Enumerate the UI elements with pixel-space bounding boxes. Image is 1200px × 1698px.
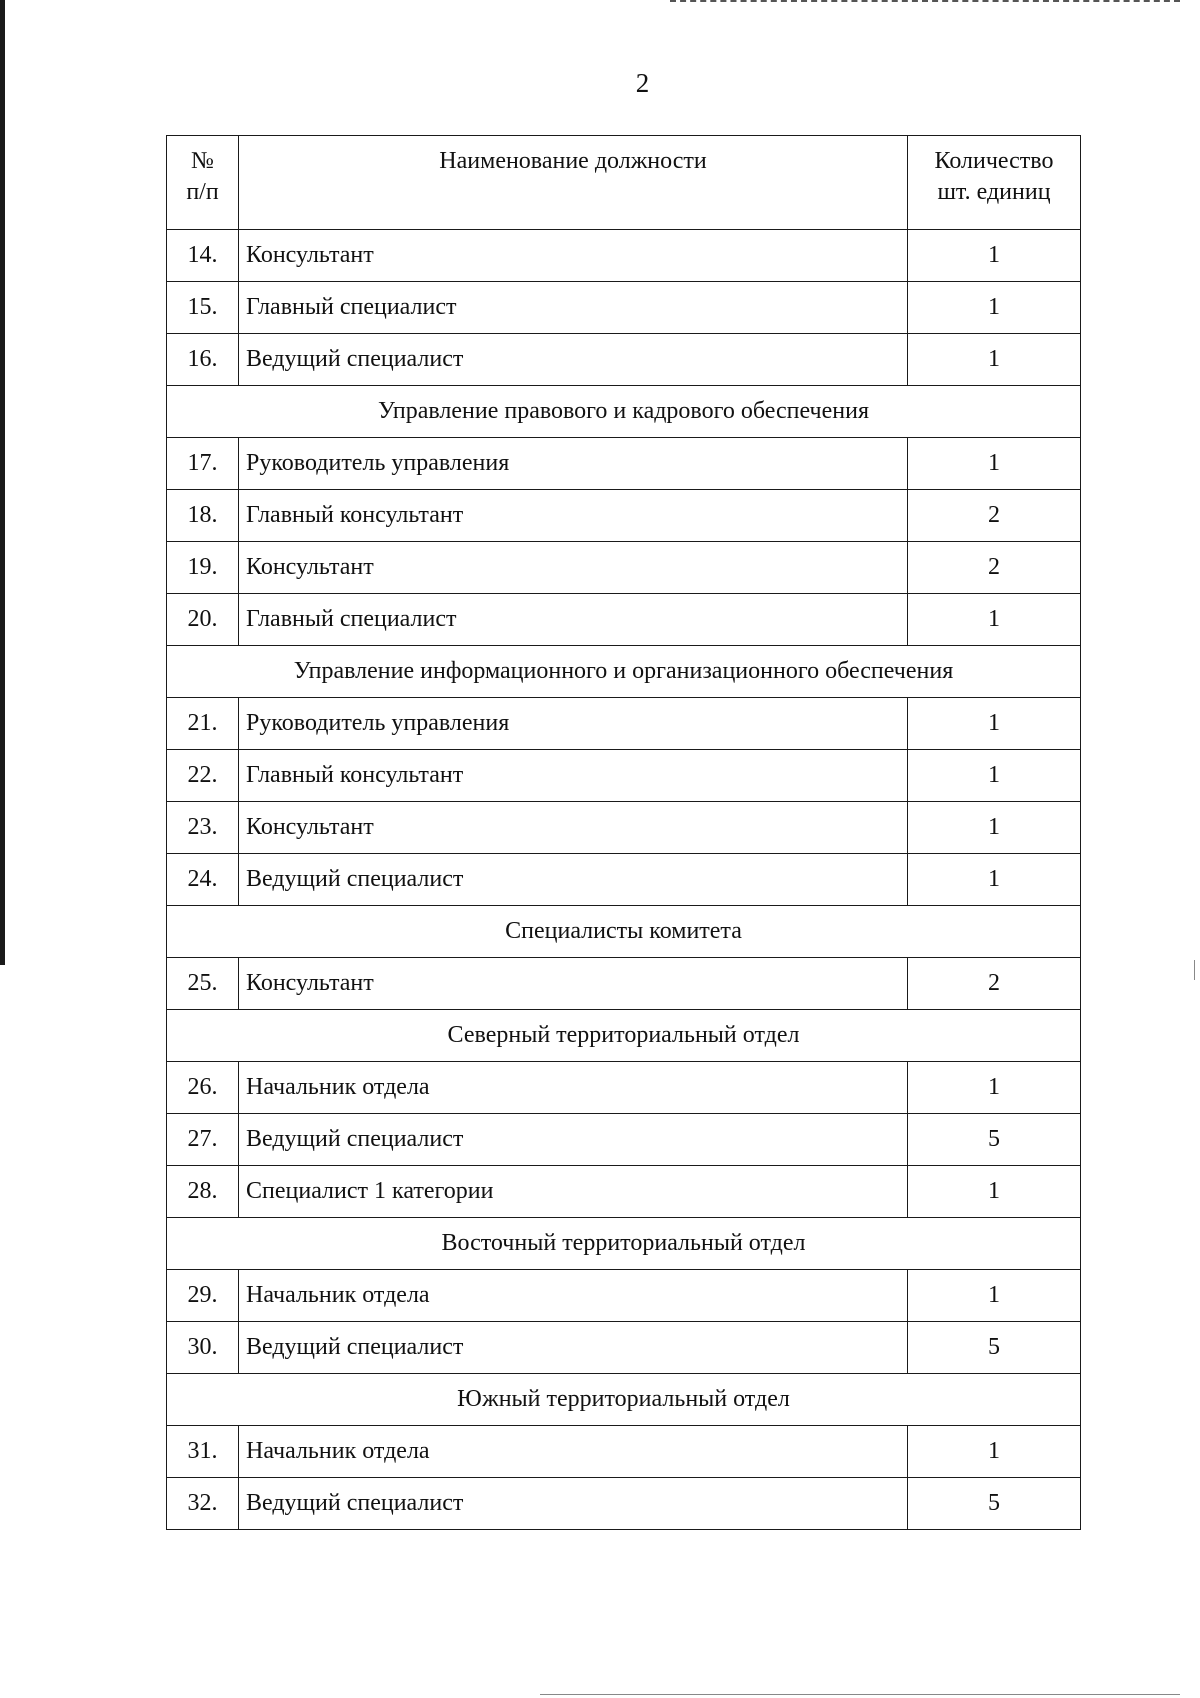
row-number: 22. bbox=[167, 750, 239, 802]
position-quantity: 2 bbox=[908, 542, 1081, 594]
position-quantity: 1 bbox=[908, 1426, 1081, 1478]
section-header-row bbox=[167, 1218, 1081, 1270]
section-header-row bbox=[167, 386, 1081, 438]
row-number: 28. bbox=[167, 1166, 239, 1218]
position-quantity: 1 bbox=[908, 1270, 1081, 1322]
table-row bbox=[167, 282, 1081, 334]
section-header-row bbox=[167, 646, 1081, 698]
position-name: Главный консультант bbox=[239, 750, 908, 802]
section-title: Управление информационного и организационного обеспечения bbox=[167, 646, 1081, 698]
row-number: 15. bbox=[167, 282, 239, 334]
position-name: Специалист 1 категории bbox=[239, 1166, 908, 1218]
header-quantity-line2: шт. единиц bbox=[937, 179, 1051, 205]
table-row bbox=[167, 490, 1081, 542]
scan-edge-left bbox=[0, 0, 5, 965]
position-quantity: 1 bbox=[908, 1062, 1081, 1114]
row-number: 30. bbox=[167, 1322, 239, 1374]
staff-positions-table bbox=[166, 135, 1081, 1530]
position-quantity: 2 bbox=[908, 958, 1081, 1010]
table-row bbox=[167, 1270, 1081, 1322]
header-number-abbr: п/п bbox=[186, 179, 219, 205]
row-number: 27. bbox=[167, 1114, 239, 1166]
position-name: Консультант bbox=[239, 230, 908, 282]
position-name: Консультант bbox=[239, 542, 908, 594]
position-quantity: 1 bbox=[908, 438, 1081, 490]
row-number: 21. bbox=[167, 698, 239, 750]
scan-tick-right bbox=[1194, 960, 1195, 980]
position-name: Начальник отдела bbox=[239, 1426, 908, 1478]
table-row bbox=[167, 802, 1081, 854]
position-name: Консультант bbox=[239, 958, 908, 1010]
section-header-row bbox=[167, 1010, 1081, 1062]
position-quantity: 1 bbox=[908, 334, 1081, 386]
position-name: Руководитель управления bbox=[239, 438, 908, 490]
position-name: Главный специалист bbox=[239, 594, 908, 646]
scan-line-bottom bbox=[540, 1694, 1180, 1695]
header-position-name: Наименование должности bbox=[239, 136, 908, 230]
table-row bbox=[167, 594, 1081, 646]
position-quantity: 5 bbox=[908, 1114, 1081, 1166]
section-header-row bbox=[167, 1374, 1081, 1426]
position-name: Руководитель управления bbox=[239, 698, 908, 750]
position-name: Ведущий специалист bbox=[239, 1322, 908, 1374]
position-name: Начальник отдела bbox=[239, 1062, 908, 1114]
section-header-row bbox=[167, 906, 1081, 958]
table-header-row bbox=[167, 136, 1081, 230]
row-number: 20. bbox=[167, 594, 239, 646]
position-name: Консультант bbox=[239, 802, 908, 854]
table-body bbox=[167, 230, 1081, 1530]
row-number: 24. bbox=[167, 854, 239, 906]
table-row bbox=[167, 438, 1081, 490]
section-title: Восточный территориальный отдел bbox=[167, 1218, 1081, 1270]
position-name: Главный консультант bbox=[239, 490, 908, 542]
table-row bbox=[167, 1166, 1081, 1218]
row-number: 14. bbox=[167, 230, 239, 282]
position-quantity: 1 bbox=[908, 698, 1081, 750]
position-quantity: 1 bbox=[908, 802, 1081, 854]
table-row bbox=[167, 1114, 1081, 1166]
table-row bbox=[167, 1322, 1081, 1374]
table-row bbox=[167, 958, 1081, 1010]
position-name: Ведущий специалист bbox=[239, 334, 908, 386]
table-row bbox=[167, 230, 1081, 282]
table-row bbox=[167, 750, 1081, 802]
position-name: Главный специалист bbox=[239, 282, 908, 334]
position-quantity: 5 bbox=[908, 1478, 1081, 1530]
position-quantity: 1 bbox=[908, 1166, 1081, 1218]
position-name: Ведущий специалист bbox=[239, 1478, 908, 1530]
row-number: 29. bbox=[167, 1270, 239, 1322]
row-number: 25. bbox=[167, 958, 239, 1010]
position-quantity: 5 bbox=[908, 1322, 1081, 1374]
row-number: 32. bbox=[167, 1478, 239, 1530]
table-row bbox=[167, 1426, 1081, 1478]
header-number bbox=[167, 136, 239, 230]
position-name: Начальник отдела bbox=[239, 1270, 908, 1322]
page-number: 2 bbox=[635, 68, 650, 98]
position-name: Ведущий специалист bbox=[239, 854, 908, 906]
row-number: 18. bbox=[167, 490, 239, 542]
section-title: Южный территориальный отдел bbox=[167, 1374, 1081, 1426]
position-name: Ведущий специалист bbox=[239, 1114, 908, 1166]
section-title: Северный территориальный отдел bbox=[167, 1010, 1081, 1062]
row-number: 19. bbox=[167, 542, 239, 594]
header-quantity-line1: Количество bbox=[934, 148, 1054, 174]
position-quantity: 1 bbox=[908, 282, 1081, 334]
position-quantity: 1 bbox=[908, 594, 1081, 646]
table-row bbox=[167, 334, 1081, 386]
row-number: 17. bbox=[167, 438, 239, 490]
position-quantity: 1 bbox=[908, 230, 1081, 282]
table-row bbox=[167, 1478, 1081, 1530]
header-quantity bbox=[908, 136, 1081, 230]
table-row bbox=[167, 1062, 1081, 1114]
position-quantity: 1 bbox=[908, 750, 1081, 802]
section-title: Управление правового и кадрового обеспечения bbox=[167, 386, 1081, 438]
table-row bbox=[167, 854, 1081, 906]
table-row bbox=[167, 698, 1081, 750]
row-number: 23. bbox=[167, 802, 239, 854]
section-title: Специалисты комитета bbox=[167, 906, 1081, 958]
table-row bbox=[167, 542, 1081, 594]
header-number-symbol: № bbox=[191, 148, 214, 174]
row-number: 31. bbox=[167, 1426, 239, 1478]
row-number: 16. bbox=[167, 334, 239, 386]
position-quantity: 1 bbox=[908, 854, 1081, 906]
scan-dashed-line-top bbox=[670, 0, 1180, 2]
row-number: 26. bbox=[167, 1062, 239, 1114]
position-quantity: 2 bbox=[908, 490, 1081, 542]
